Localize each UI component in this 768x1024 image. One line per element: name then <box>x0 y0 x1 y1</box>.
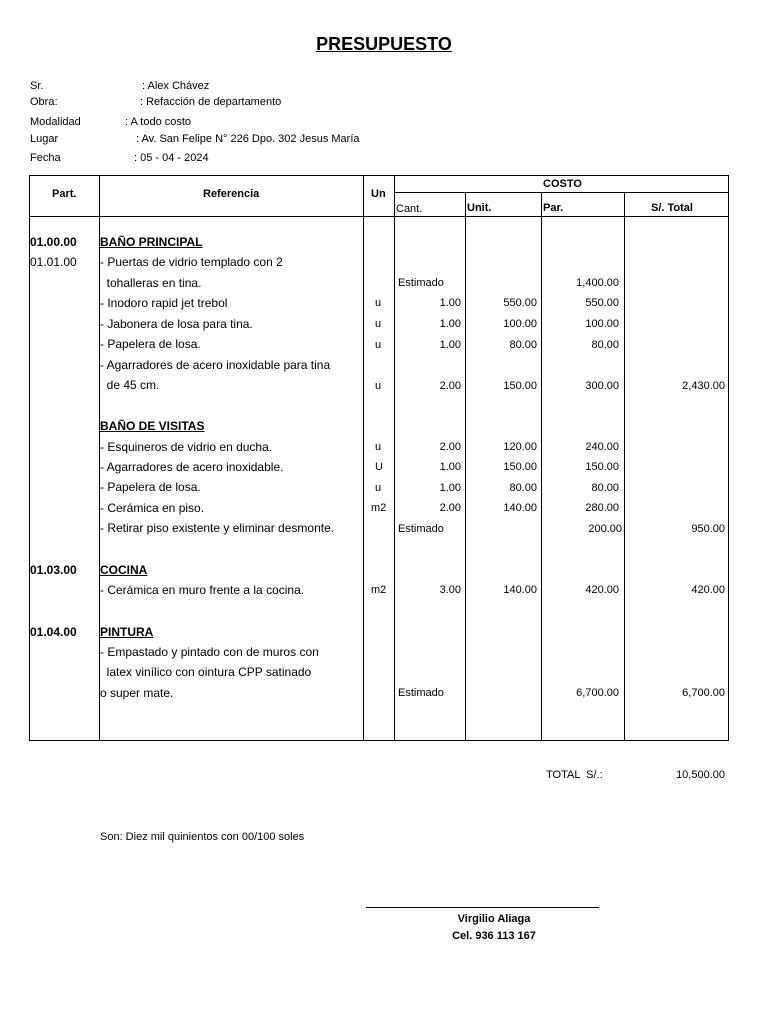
th-referencia: Referencia <box>203 188 260 200</box>
row-ref: latex vinílico con ointura CPP satinado <box>100 665 312 679</box>
row-unit: 120.00 <box>503 441 537 453</box>
row-unit: 80.00 <box>509 482 537 494</box>
th-un: Un <box>371 188 386 200</box>
row-total: 420.00 <box>691 584 725 596</box>
row-ref: - Papelera de losa. <box>100 337 201 351</box>
row-par: 1,400.00 <box>576 277 619 289</box>
row-par: 80.00 <box>591 482 619 494</box>
row-cant: 2.00 <box>439 502 461 514</box>
row-total: 6,700.00 <box>682 687 725 699</box>
row-un: u <box>375 482 382 494</box>
th-cant: Cant. <box>396 203 423 215</box>
page-title: PRESUPUESTO <box>316 34 452 54</box>
th-part: Part. <box>52 188 77 200</box>
row-un: m2 <box>371 502 387 514</box>
section-title: BAÑO DE VISITAS <box>100 419 205 433</box>
row-total: 950.00 <box>691 523 725 535</box>
row-ref: - Jabonera de losa para tina. <box>100 317 253 331</box>
row-un: u <box>375 318 382 330</box>
row-ref: tohalleras en tina. <box>100 276 202 290</box>
section-code: 01.04.00 <box>30 625 77 639</box>
row-un: U <box>375 461 383 473</box>
col-divider <box>394 175 395 741</box>
col-divider <box>363 175 364 741</box>
th-costo: COSTO <box>543 178 582 190</box>
th-unit: Unit. <box>467 202 492 214</box>
row-cant: 1.00 <box>439 297 461 309</box>
total-value: 10,500.00 <box>676 769 725 781</box>
header-bottom-line <box>29 216 729 217</box>
obra-label: Obra: <box>30 96 58 108</box>
row-ref: - Puertas de vidrio templado con 2 <box>100 255 283 269</box>
row-unit: 550.00 <box>503 297 537 309</box>
row-unit: 140.00 <box>503 584 537 596</box>
total-label: TOTAL S/.: <box>546 769 603 781</box>
row-cant: Estimado <box>398 277 444 289</box>
col-divider <box>624 192 625 741</box>
row-ref: - Retirar piso existente y eliminar desmonte. <box>100 521 335 535</box>
row-par: 80.00 <box>591 339 619 351</box>
row-un: u <box>375 339 382 351</box>
row-unit: 100.00 <box>503 318 537 330</box>
amount-in-words: Son: Diez mil quinientos con 00/100 soles <box>100 831 305 843</box>
signature-line <box>366 907 599 908</box>
row-cant: Estimado <box>398 687 444 699</box>
signature-name: Virgilio Aliaga <box>457 913 531 925</box>
row-cant: 1.00 <box>439 318 461 330</box>
row-par: 550.00 <box>585 297 619 309</box>
sr-value: : Alex Chávez <box>142 80 210 92</box>
row-par: 240.00 <box>585 441 619 453</box>
row-cant: Estimado <box>398 523 444 535</box>
section-title: COCINA <box>100 563 148 577</box>
row-par: 6,700.00 <box>576 687 619 699</box>
row-ref: - Inodoro rapid jet trebol <box>100 296 228 310</box>
row-un: m2 <box>371 584 387 596</box>
row-par: 300.00 <box>585 380 619 392</box>
row-par: 280.00 <box>585 502 619 514</box>
section-code: 01.03.00 <box>30 563 77 577</box>
row-unit: 140.00 <box>503 502 537 514</box>
row-par: 200.00 <box>588 523 622 535</box>
row-ref: - Esquineros de vidrio en ducha. <box>100 440 273 454</box>
row-ref: o super mate. <box>100 686 174 700</box>
th-total: S/. Total <box>651 202 693 214</box>
fecha-label: Fecha <box>30 152 61 164</box>
fecha-value: : 05 - 04 - 2024 <box>134 152 209 164</box>
row-unit: 150.00 <box>503 461 537 473</box>
row-ref: - Agarradores de acero inoxidable. <box>100 460 284 474</box>
row-cant: 2.00 <box>439 380 461 392</box>
section-title: PINTURA <box>100 625 154 639</box>
lugar-value: : Av. San Felipe N° 226 Dpo. 302 Jesus María <box>136 133 360 145</box>
costo-divider <box>394 192 729 193</box>
col-divider <box>465 192 466 741</box>
row-ref: - Empastado y pintado con de muros con <box>100 645 319 659</box>
modalidad-label: Modalidad <box>30 116 81 128</box>
lugar-label: Lugar <box>30 133 59 145</box>
row-ref: de 45 cm. <box>100 378 160 392</box>
sr-label: Sr. <box>30 80 44 92</box>
section-code: 01.00.00 <box>30 235 77 249</box>
row-cant: 1.00 <box>439 339 461 351</box>
row-ref: - Agarradores de acero inoxidable para tina <box>100 358 331 372</box>
row-total: 2,430.00 <box>682 380 725 392</box>
row-unit: 80.00 <box>509 339 537 351</box>
row-par: 150.00 <box>585 461 619 473</box>
row-ref: - Cerámica en piso. <box>100 501 205 515</box>
col-divider <box>541 192 542 741</box>
row-par: 100.00 <box>585 318 619 330</box>
row-cant: 1.00 <box>439 461 461 473</box>
section-title: BAÑO PRINCIPAL <box>100 235 203 249</box>
row-cant: 3.00 <box>439 584 461 596</box>
th-par: Par. <box>543 202 564 214</box>
row-un: u <box>375 380 382 392</box>
modalidad-value: : A todo costo <box>125 116 192 128</box>
row-cant: 2.00 <box>439 441 461 453</box>
row-ref: - Cerámica en muro frente a la cocina. <box>100 583 305 597</box>
row-par: 420.00 <box>585 584 619 596</box>
row-unit: 150.00 <box>503 380 537 392</box>
row-ref: - Papelera de losa. <box>100 480 201 494</box>
signature-phone: Cel. 936 113 167 <box>452 930 536 942</box>
obra-value: : Refacción de departamento <box>140 96 282 108</box>
row-un: u <box>375 441 382 453</box>
row-cant: 1.00 <box>439 482 461 494</box>
section-subcode: 01.01.00 <box>30 255 77 269</box>
row-un: u <box>375 297 382 309</box>
